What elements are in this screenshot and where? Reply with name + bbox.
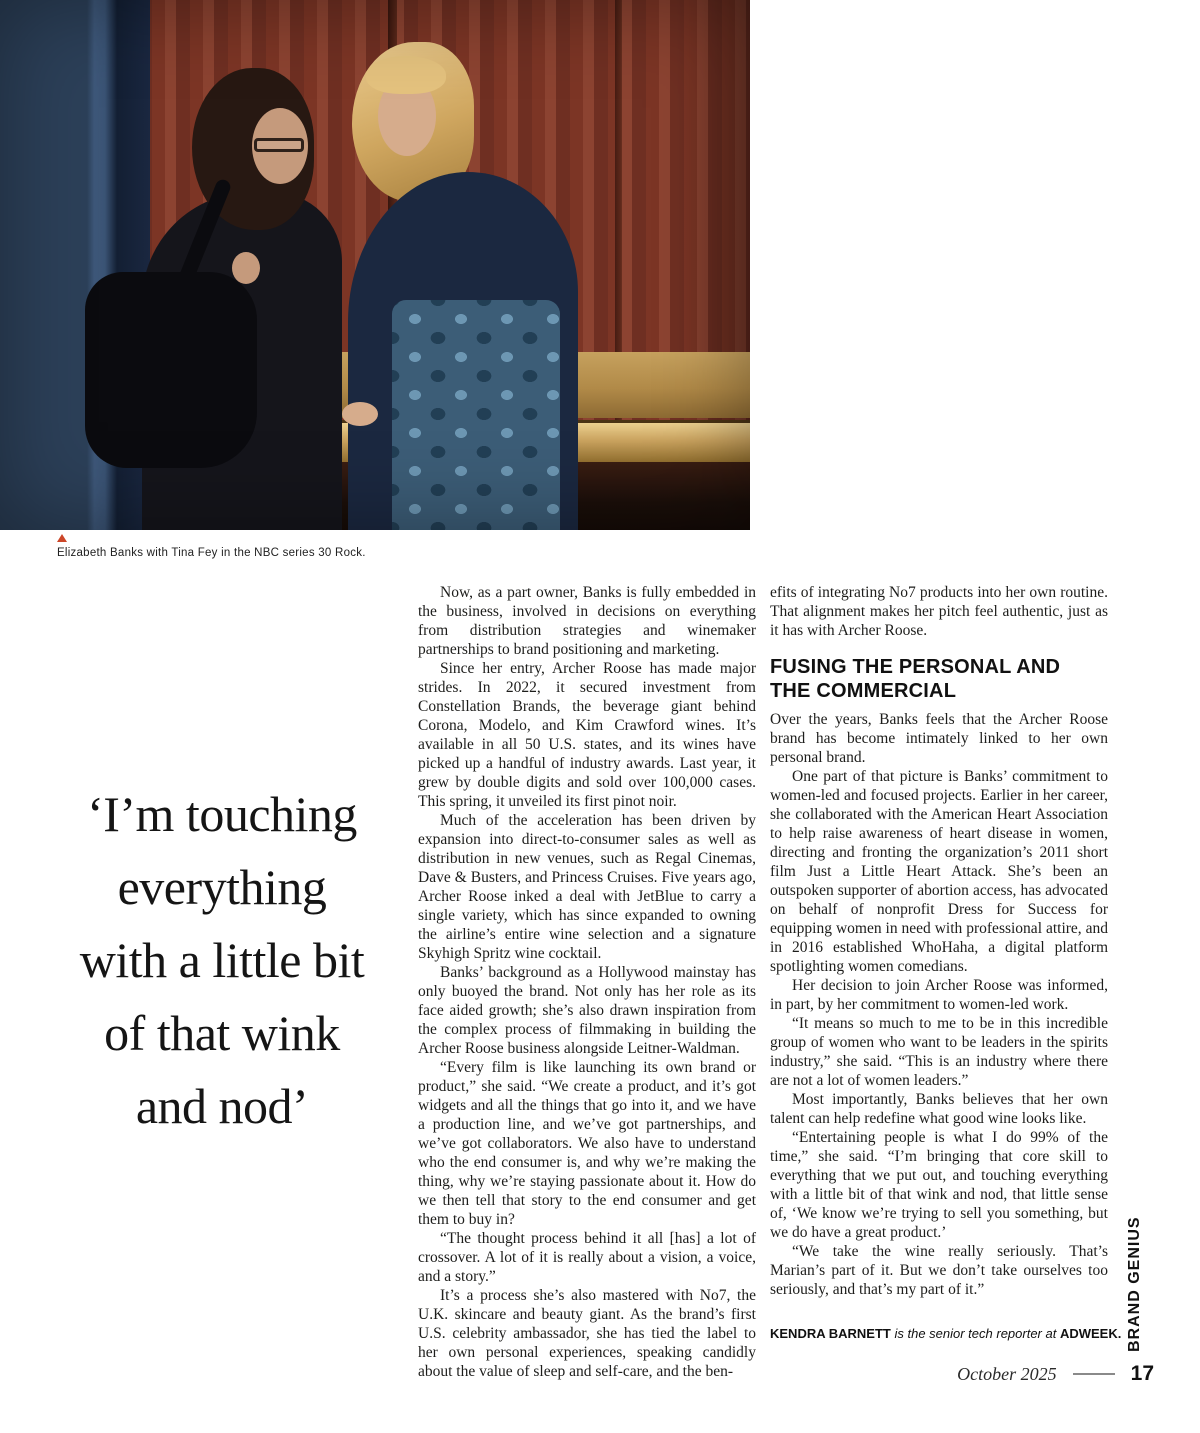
caption-triangle-icon	[57, 534, 67, 542]
byline-role: is the senior tech reporter at	[894, 1326, 1057, 1341]
byline-author: KENDRA BARNETT	[770, 1326, 891, 1341]
body-paragraph: It’s a process she’s also mastered with No7, the U.K. skincare and beauty giant. As the brand’s first U.S. celebrity ambassador, she has tied the label to her own personal experiences, speaking candidly about the value of sleep and self-care, and the ben-	[418, 1287, 756, 1380]
footer-rule	[1073, 1373, 1115, 1375]
body-paragraph: “Entertaining people is what I do 99% of the time,” she said. “I’m bringing that core skill to everything that we put out, and touching everything with a little bit of that wink and nod, that little sense of, ‘We know we’re trying to sell you something, but we do have a great product.’	[770, 1129, 1108, 1241]
article-column-2	[770, 583, 1108, 1299]
section-heading-line: FUSING THE PERSONAL AND	[770, 656, 1061, 678]
page-footer	[957, 1362, 1154, 1386]
section-heading-line: THE COMMERCIAL	[770, 680, 957, 702]
pull-quote-line: everything	[117, 859, 327, 915]
body-paragraph: Banks’ background as a Hollywood mainstay has only buoyed the brand. Not only has her role as its face aided growth; she’s also drawn inspiration from the complex process of filmmaking in building the Archer Roose business alongside Leitner-Waldman.	[418, 964, 756, 1057]
article-photo	[0, 0, 750, 530]
pull-quote-line: and nod’	[135, 1078, 309, 1134]
photo-caption: Elizabeth Banks with Tina Fey in the NBC series 30 Rock.	[57, 547, 366, 559]
photo-caption-block	[57, 534, 557, 559]
body-paragraph: Most importantly, Banks believes that her own talent can help redefine what good wine looks like.	[770, 1091, 1108, 1127]
footer-issue-date: October 2025	[957, 1363, 1057, 1384]
pull-quote	[28, 778, 416, 1143]
body-paragraph: “It means so much to me to be in this incredible group of women who want to be leaders in the spirits industry,” she said. “This is an industry where there are not a lot of women leaders.”	[770, 1015, 1108, 1089]
pull-quote-line: of that wink	[104, 1005, 340, 1061]
body-paragraph: Her decision to join Archer Roose was informed, in part, by her commitment to women-led work.	[770, 977, 1108, 1013]
byline	[770, 1326, 1130, 1341]
body-paragraph: efits of integrating No7 products into her own routine. That alignment makes her pitch feel authentic, just as it has with Archer Roose.	[770, 584, 1108, 639]
body-paragraph: Over the years, Banks feels that the Archer Roose brand has become intimately linked to her own personal brand.	[770, 711, 1108, 766]
body-paragraph: “The thought process behind it all [has] a lot of crossover. A lot of it is really about a vision, a voice, and a story.”	[418, 1230, 756, 1285]
article-column-1	[418, 583, 756, 1381]
body-paragraph: Now, as a part owner, Banks is fully embedded in the business, involved in decisions on everything from distribution strategies and winemaker partnerships to brand positioning and marketing.	[418, 584, 756, 658]
body-paragraph: Much of the acceleration has been driven by expansion into direct-to-consumer sales as well as distribution in new venues, such as Regal Cinemas, Dave & Busters, and Princess Cruises. Five years ago, Archer Roose inked a deal with JetBlue to carry a single variety, which has since expanded to owning the airline’s entire wine selection and a signature Skyhigh Spritz wine cocktail.	[418, 812, 756, 962]
body-paragraph: “Every film is like launching its own brand or product,” she said. “We create a product, and it’s got widgets and all the things that go into it, and we have a production line, and we’ve got partnerships, and we’ve got collaborators. We also have to understand who the end consumer is, and why we’re making the thing, why we’re staying passionate about it. How do we then tell that story to the end consumer and get them to buy in?	[418, 1059, 756, 1228]
section-label-vertical: BRAND GENIUS	[1126, 1216, 1143, 1352]
byline-publication: ADWEEK.	[1059, 1326, 1122, 1341]
body-paragraph: Since her entry, Archer Roose has made major strides. In 2022, it secured investment from Constellation Brands, the beverage giant behind Corona, Modelo, and Kim Crawford wines. It’s available in all 50 U.S. states, and its wines have picked up a handful of industry awards. Last year, it grew by double digits and sold over 100,000 cases. This spring, it unveiled its first pinot noir.	[418, 660, 756, 810]
body-paragraph: One part of that picture is Banks’ commitment to women-led and focused projects. Earlier in her career, she collaborated with the American Heart Association to help raise awareness of heart disease in women, directing and fronting the organization’s 2011 short film Just a Little Heart Attack. She’s been an outspoken supporter of abortion access, has advocated on behalf of nonprofit Dress for Success for equipping women in need with professional attire, and in 2016 established WhoHaha, a digital platform spotlighting women comedians.	[770, 768, 1108, 975]
section-heading	[770, 655, 1108, 703]
pull-quote-line: with a little bit	[79, 932, 365, 988]
footer-page-number: 17	[1130, 1362, 1154, 1385]
photo-vignette	[0, 0, 750, 530]
pull-quote-line: ‘I’m touching	[87, 786, 357, 842]
body-paragraph: “We take the wine really seriously. That’s Marian’s part of it. But we don’t take ourselves too seriously, and that’s my part of it.”	[770, 1243, 1108, 1298]
